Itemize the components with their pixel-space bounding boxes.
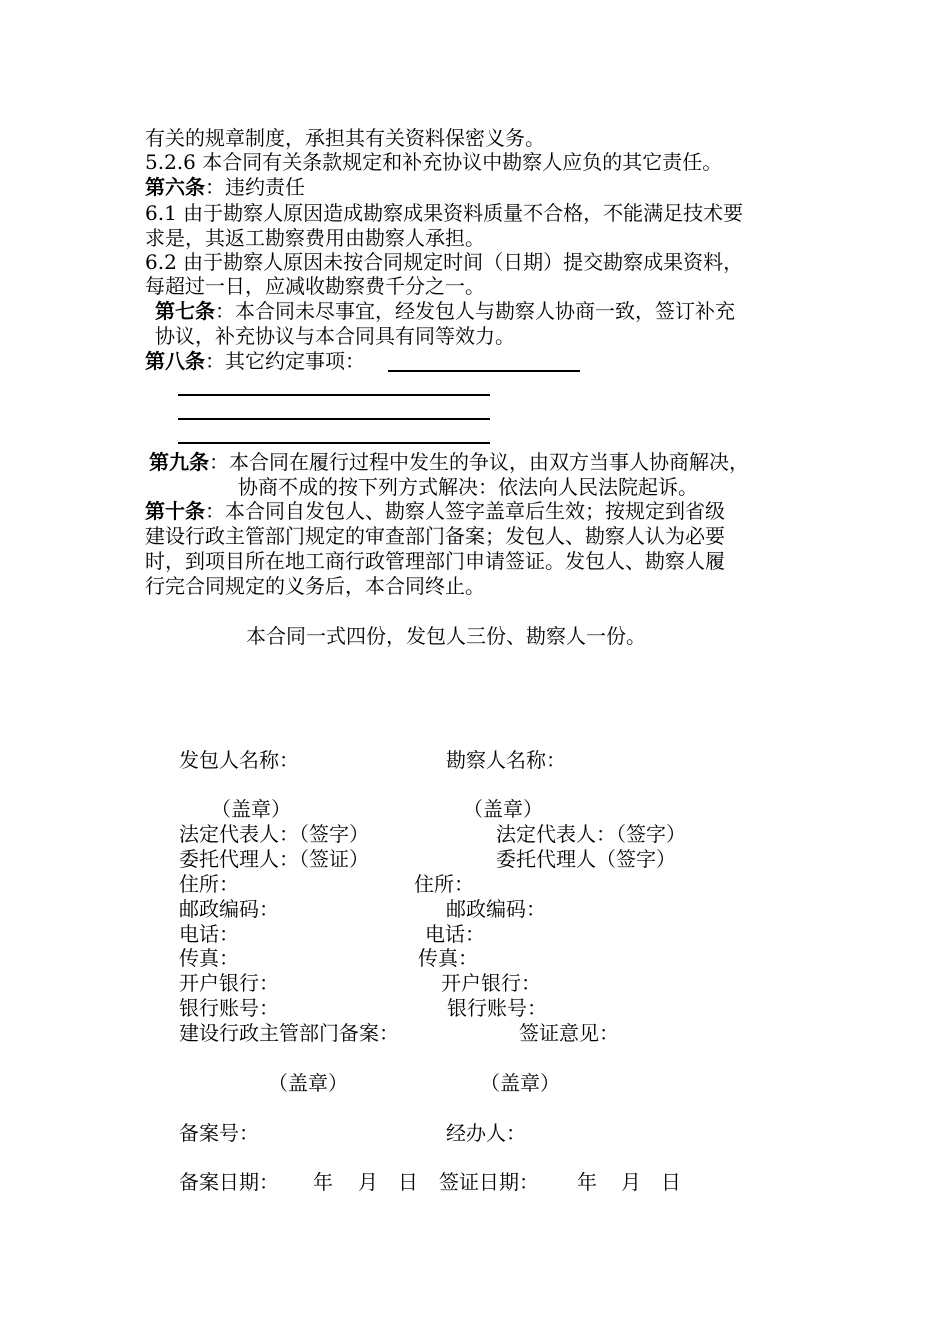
visa-date-day: 日 bbox=[661, 1170, 681, 1194]
client-bank: 开户银行： bbox=[179, 971, 279, 995]
paragraph-line: 6.2 由于勘察人原因未按合同规定时间（日期）提交勘察成果资料， bbox=[145, 250, 744, 274]
article-label: 第十条 bbox=[145, 499, 205, 523]
blank-line bbox=[178, 394, 490, 396]
record-date-year: 年 bbox=[313, 1170, 333, 1194]
visa-date-label: 签证日期： bbox=[439, 1170, 539, 1194]
article-9 bbox=[149, 450, 749, 474]
paragraph-line: 协商不成的按下列方式解决：依法向人民法院起诉。 bbox=[238, 475, 698, 499]
record-date-label: 备案日期： bbox=[179, 1170, 279, 1194]
article-label: 第六条 bbox=[145, 175, 205, 199]
client-fax: 传真： bbox=[179, 946, 239, 970]
article-text: ：违约责任 bbox=[205, 175, 305, 199]
filing-authority-label: 建设行政主管部门备案： bbox=[179, 1021, 399, 1045]
client-rep: 法定代表人：（签字） bbox=[179, 822, 369, 846]
surveyor-address: 住所： bbox=[414, 872, 474, 896]
visa-seal: （盖章） bbox=[480, 1071, 560, 1095]
handler-label: 经办人： bbox=[446, 1121, 526, 1145]
surveyor-postcode: 邮政编码： bbox=[446, 897, 546, 921]
article-6 bbox=[145, 175, 305, 199]
surveyor-fax: 传真： bbox=[418, 946, 478, 970]
client-name-label: 发包人名称： bbox=[179, 748, 299, 772]
article-text: ：其它约定事项： bbox=[205, 349, 365, 373]
surveyor-account: 银行账号： bbox=[447, 996, 547, 1020]
copies-note: 本合同一式四份，发包人三份、勘察人一份。 bbox=[246, 624, 646, 648]
blank-line bbox=[178, 418, 490, 420]
paragraph-line: 5.2.6 本合同有关条款规定和补充协议中勘察人应负的其它责任。 bbox=[145, 150, 723, 174]
client-agent: 委托代理人：（签证） bbox=[179, 847, 369, 871]
paragraph-line: 6.1 由于勘察人原因造成勘察成果资料质量不合格，不能满足技术要 bbox=[145, 201, 744, 225]
client-phone: 电话： bbox=[179, 922, 239, 946]
paragraph-line: 求是，其返工勘察费用由勘察人承担。 bbox=[145, 226, 485, 250]
surveyor-seal: （盖章） bbox=[463, 797, 543, 821]
visa-date-month: 月 bbox=[621, 1170, 641, 1194]
surveyor-agent: 委托代理人（签字） bbox=[496, 847, 676, 871]
record-number-label: 备案号： bbox=[179, 1121, 259, 1145]
surveyor-name-label: 勘察人名称： bbox=[446, 748, 566, 772]
paragraph-line: 行完合同规定的义务后，本合同终止。 bbox=[145, 574, 485, 598]
paragraph-line: 有关的规章制度，承担其有关资料保密义务。 bbox=[145, 126, 545, 150]
paragraph-line: 建设行政主管部门规定的审查部门备案；发包人、勘察人认为必要 bbox=[145, 524, 725, 548]
surveyor-rep: 法定代表人：（签字） bbox=[496, 822, 686, 846]
article-10 bbox=[145, 499, 725, 523]
record-date-month: 月 bbox=[358, 1170, 378, 1194]
surveyor-phone: 电话： bbox=[425, 922, 485, 946]
visa-date-year: 年 bbox=[577, 1170, 597, 1194]
blank-line bbox=[388, 370, 580, 372]
record-date-day: 日 bbox=[398, 1170, 418, 1194]
article-label: 第九条 bbox=[149, 450, 209, 474]
client-address: 住所： bbox=[179, 872, 239, 896]
visa-opinion-label: 签证意见： bbox=[519, 1021, 619, 1045]
filing-seal: （盖章） bbox=[268, 1071, 348, 1095]
article-text: ：本合同在履行过程中发生的争议，由双方当事人协商解决， bbox=[209, 450, 749, 474]
article-label: 第八条 bbox=[145, 349, 205, 373]
client-seal: （盖章） bbox=[211, 797, 291, 821]
client-postcode: 邮政编码： bbox=[179, 897, 279, 921]
article-8 bbox=[145, 349, 365, 373]
surveyor-bank: 开户银行： bbox=[441, 971, 541, 995]
article-7 bbox=[155, 299, 735, 323]
article-text: ：本合同自发包人、勘察人签字盖章后生效；按规定到省级 bbox=[205, 499, 725, 523]
paragraph-line: 协议，补充协议与本合同具有同等效力。 bbox=[155, 324, 515, 348]
client-account: 银行账号： bbox=[179, 996, 279, 1020]
paragraph-line: 每超过一日，应减收勘察费千分之一。 bbox=[145, 274, 485, 298]
article-label: 第七条 bbox=[155, 299, 215, 323]
blank-line bbox=[178, 442, 490, 444]
article-text: ：本合同未尽事宜，经发包人与勘察人协商一致，签订补充 bbox=[215, 299, 735, 323]
paragraph-line: 时，到项目所在地工商行政管理部门申请签证。发包人、勘察人履 bbox=[145, 549, 725, 573]
